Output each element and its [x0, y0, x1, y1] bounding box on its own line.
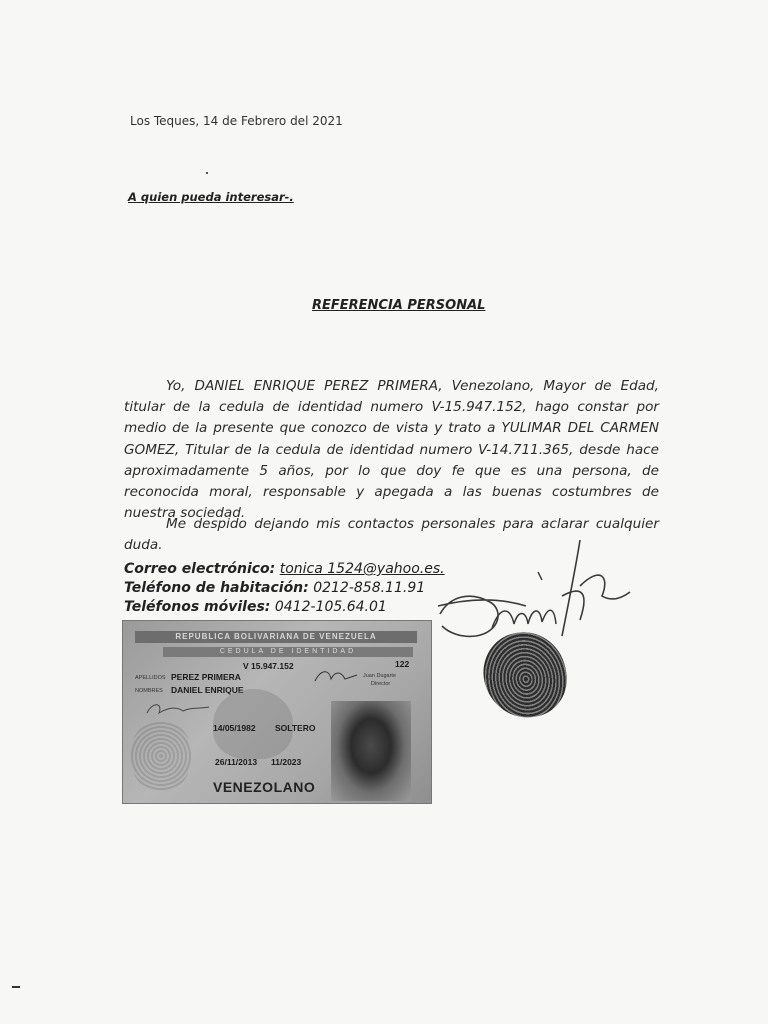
scan-speck — [206, 172, 208, 174]
home-phone-value: 0212-858.11.91 — [313, 580, 426, 596]
home-phone-line — [124, 579, 445, 598]
id-card-director-signature — [311, 665, 361, 687]
email-line — [124, 560, 445, 579]
id-card-nationality: VENEZOLANO — [213, 779, 316, 795]
id-card-number: V 15.947.152 — [243, 661, 294, 671]
id-card-holder-signature — [143, 699, 213, 719]
mobile-phone-line — [124, 598, 445, 617]
place-date: Los Teques, 14 de Febrero del 2021 — [130, 114, 343, 128]
id-card-director-name: Juan Dugarte — [363, 673, 397, 679]
id-card-issue-date: 26/11/2013 — [215, 757, 258, 767]
email-label: Correo electrónico: — [124, 561, 276, 577]
greeting: A quien pueda interesar-. — [128, 190, 294, 204]
document-title: REFERENCIA PERSONAL — [312, 298, 486, 313]
id-card-apellidos: PEREZ PRIMERA — [171, 672, 241, 682]
reference-paragraph-text: Yo, DANIEL ENRIQUE PEREZ PRIMERA, Venezolano, Mayor de Edad, titular de la cedula de identidad numero V-15.947.152, hago constar por medio de la presente que conozco de vista y trato a YULIMAR DEL CARMEN GOMEZ, Titular de la cedula de identidad numero V-14.711.365, desde hace aproximadamente 5 años, por lo que doy fe que es una persona, de reconocida moral, responsable y apegada a las buenas costumbres de nuestra sociedad. — [124, 378, 659, 522]
id-card-fingerprint — [131, 721, 191, 791]
reference-paragraph — [124, 376, 659, 524]
closing-paragraph-text: Me despido dejando mis contactos personales para aclarar cualquier duda. — [124, 516, 659, 554]
contact-block — [124, 560, 445, 617]
home-phone-label: Teléfono de habitación: — [124, 580, 309, 596]
mobile-phone-label: Teléfonos móviles: — [124, 599, 271, 615]
id-card-header: REPUBLICA BOLIVARIANA DE VENEZUELA — [135, 631, 417, 643]
scan-edge-mark — [12, 986, 20, 988]
id-card-expiry-date: 11/2023 — [271, 757, 302, 767]
id-card-nombres: DANIEL ENRIQUE — [171, 685, 244, 695]
id-card-civil-status: SOLTERO — [275, 723, 316, 733]
id-card-birth-date: 14/05/1982 — [213, 723, 256, 733]
mobile-phone-value: 0412-105.64.01 — [274, 599, 387, 615]
id-card-subheader: CEDULA DE IDENTIDAD — [163, 647, 413, 657]
id-card-photo — [331, 701, 411, 801]
id-card-apellidos-label: APELLIDOS — [135, 675, 166, 681]
id-card-code: 122 — [395, 659, 410, 669]
handwritten-signature — [430, 536, 660, 646]
id-card-image — [122, 620, 432, 804]
id-card-director-title: Director — [371, 681, 391, 687]
id-card-nombres-label: NOMBRES — [135, 688, 163, 694]
email-value: tonica 1524@yahoo.es. — [279, 561, 445, 577]
